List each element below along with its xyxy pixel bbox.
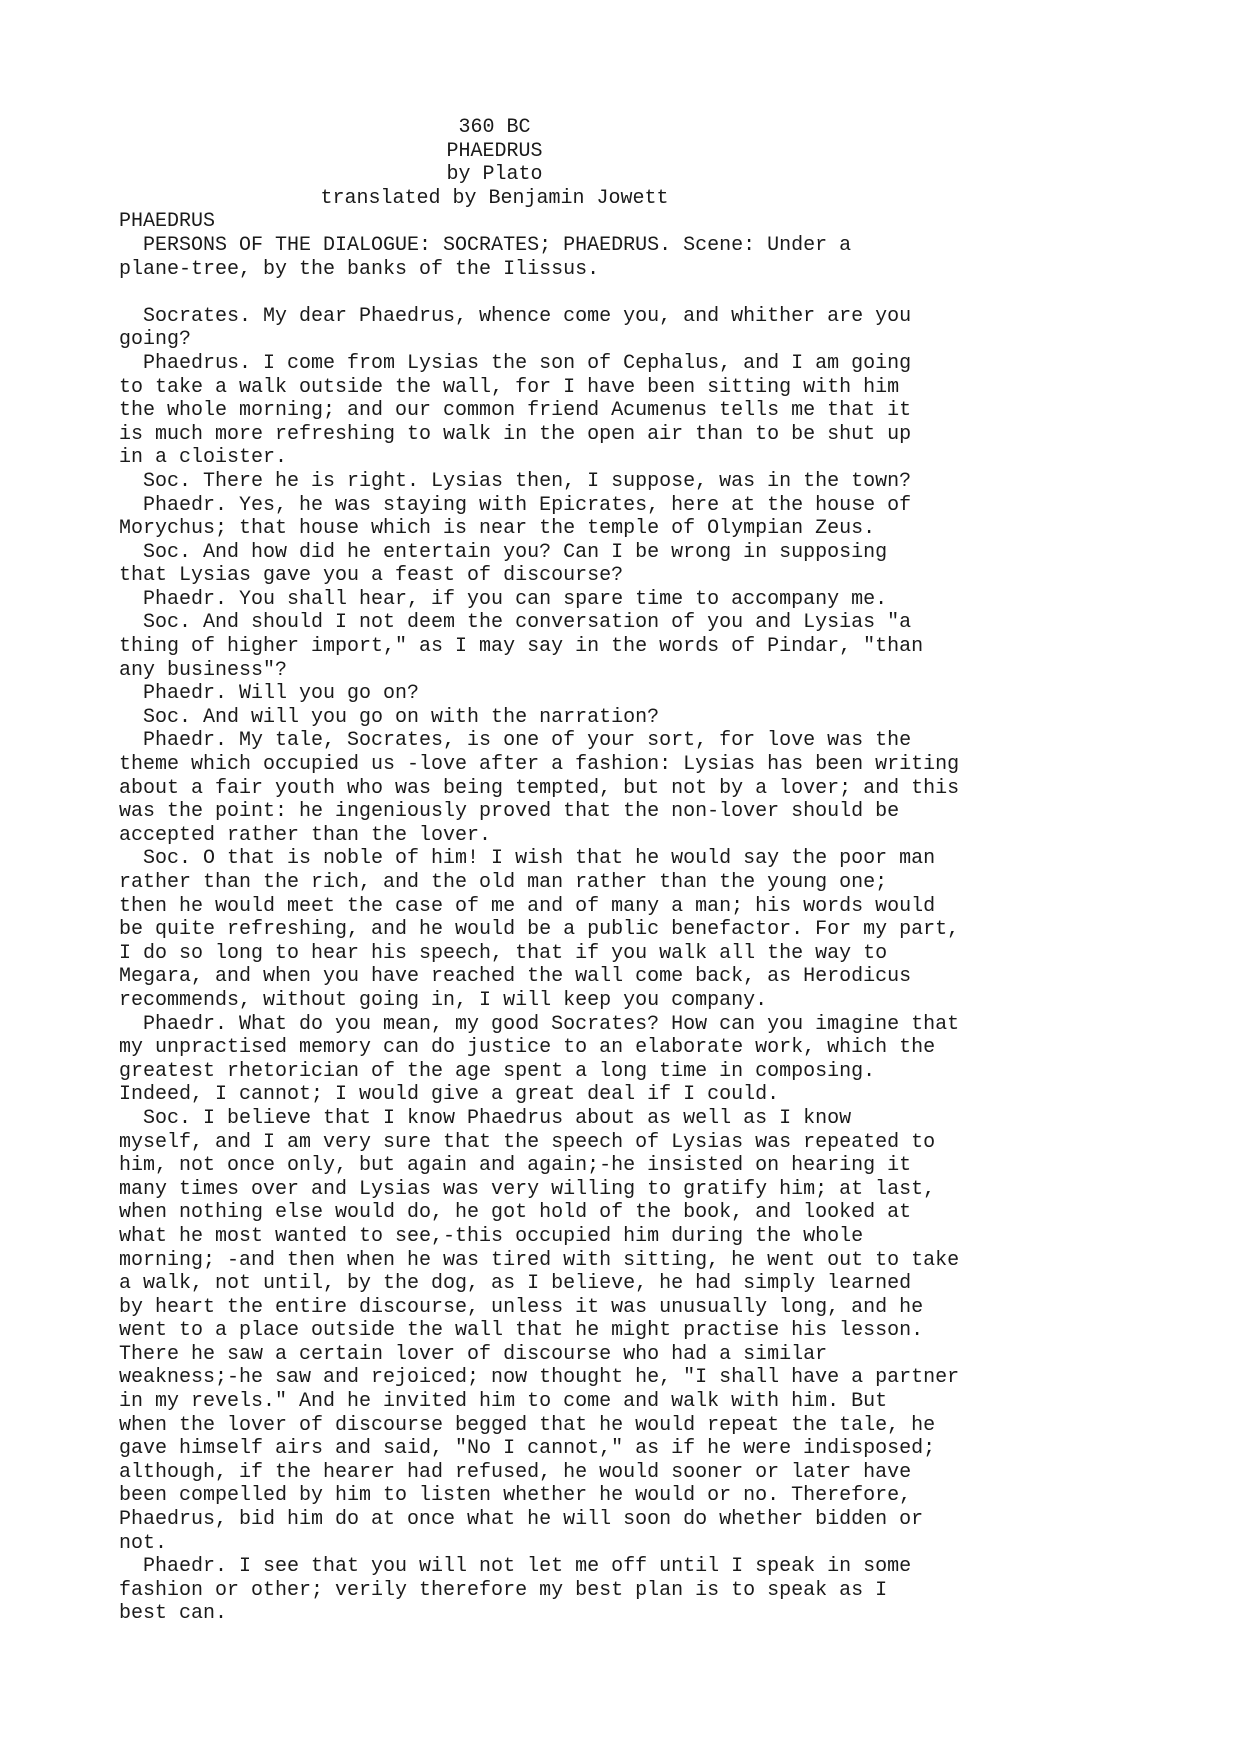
text-line: Phaedr. My tale, Socrates, is one of your sort, for love was the — [119, 729, 912, 753]
text-line: Phaedr. What do you mean, my good Socrates? How can you imagine that — [119, 1012, 960, 1036]
text-line: myself, and I am very sure that the speech of Lysias was repeated to — [119, 1130, 936, 1154]
text-line: Phaedr. You shall hear, if you can spare time to accompany me. — [119, 587, 888, 611]
text-line: There he saw a certain lover of discourse who had a similar — [119, 1342, 828, 1366]
date-line: 360 BC — [458, 116, 531, 139]
text-line: thing of higher import," as I may say in the words of Pindar, "than — [119, 635, 924, 659]
text-line: Soc. O that is noble of him! I wish that he would say the poor man — [119, 847, 936, 871]
text-line — [119, 281, 1179, 305]
text-line: my unpractised memory can do justice to an elaborate work, which the — [119, 1036, 936, 1060]
text-line: best can. — [119, 1602, 228, 1626]
text-line: when nothing else would do, he got hold of the book, and looked at — [119, 1201, 912, 1225]
text-line: Soc. And how did he entertain you? Can I be wrong in supposing — [119, 540, 888, 564]
text-line: Indeed, I cannot; I would give a great deal if I could. — [119, 1083, 780, 1107]
text-line: recommends, without going in, I will keep you company. — [119, 988, 768, 1012]
text-line: Phaedrus, bid him do at once what he will soon do whether bidden or — [119, 1508, 924, 1532]
text-line: Phaedrus. I come from Lysias the son of Cephalus, and I am going — [119, 351, 912, 375]
text-line: when the lover of discourse begged that he would repeat the tale, he — [119, 1413, 936, 1437]
text-line: greatest rhetorician of the age spent a long time in composing. — [119, 1059, 876, 1083]
text-line: Megara, and when you have reached the wall come back, as Herodicus — [119, 965, 912, 989]
text-line: then he would meet the case of me and of many a man; his words would — [119, 894, 936, 918]
text-line: been compelled by him to listen whether he would or no. Therefore, — [119, 1484, 912, 1508]
text-line: any business"? — [119, 658, 288, 682]
text-line: morning; -and then when he was tired with sitting, he went out to take — [119, 1248, 960, 1272]
text-line: in a cloister. — [119, 446, 288, 470]
text-line: in my revels." And he invited him to come and walk with him. But — [119, 1390, 888, 1414]
text-line: accepted rather than the lover. — [119, 823, 492, 847]
text-line: him, not once only, but again and again;-he insisted on hearing it — [119, 1154, 912, 1178]
text-line: going? — [119, 328, 192, 352]
document-header — [119, 116, 870, 210]
translator-line: translated by Benjamin Jowett — [320, 186, 669, 210]
text-line: Soc. And will you go on with the narration? — [119, 705, 660, 729]
text-line: Soc. I believe that I know Phaedrus about as well as I know — [119, 1106, 852, 1130]
text-line: Soc. There he is right. Lysias then, I suppose, was in the town? — [119, 469, 912, 493]
text-line: went to a place outside the wall that he might practise his lesson. — [119, 1319, 924, 1343]
text-line: what he most wanted to see,-this occupied him during the whole — [119, 1224, 864, 1248]
dialogue-text — [119, 210, 1179, 1626]
text-line: gave himself airs and said, "No I cannot," as if he were indisposed; — [119, 1437, 936, 1461]
document-page — [119, 116, 1179, 1626]
text-line: weakness;-he saw and rejoiced; now thought he, "I shall have a partner — [119, 1366, 960, 1390]
text-line: that Lysias gave you a feast of discourse? — [119, 564, 624, 588]
text-line: not. — [119, 1531, 168, 1555]
text-line: fashion or other; verily therefore my best plan is to speak as I — [119, 1578, 888, 1602]
text-line: be quite refreshing, and he would be a public benefactor. For my part, — [119, 918, 960, 942]
author-line: by Plato — [446, 163, 543, 187]
text-line: Morychus; that house which is near the temple of Olympian Zeus. — [119, 517, 876, 541]
text-line: I do so long to hear his speech, that if you walk all the way to — [119, 941, 888, 965]
text-line: PHAEDRUS — [119, 210, 216, 234]
text-line: Phaedr. Will you go on? — [119, 682, 420, 706]
text-line: plane-tree, by the banks of the Ilissus. — [119, 257, 600, 281]
text-line: the whole morning; and our common friend Acumenus tells me that it — [119, 399, 912, 423]
text-line: Soc. And should I not deem the conversation of you and Lysias "a — [119, 611, 912, 635]
text-line: by heart the entire discourse, unless it was unusually long, and he — [119, 1295, 924, 1319]
text-line: to take a walk outside the wall, for I have been sitting with him — [119, 375, 900, 399]
text-line: Phaedr. I see that you will not let me off until I speak in some — [119, 1555, 912, 1579]
title-line: PHAEDRUS — [446, 139, 543, 163]
text-line: PERSONS OF THE DIALOGUE: SOCRATES; PHAEDRUS. Scene: Under a — [119, 233, 852, 257]
text-line: was the point: he ingeniously proved that the non-lover should be — [119, 800, 900, 824]
text-line: theme which occupied us -love after a fashion: Lysias has been writing — [119, 753, 960, 777]
text-line: although, if the hearer had refused, he would sooner or later have — [119, 1460, 912, 1484]
text-line: is much more refreshing to walk in the open air than to be shut up — [119, 422, 912, 446]
text-line: a walk, not until, by the dog, as I believe, he had simply learned — [119, 1272, 912, 1296]
text-line: Socrates. My dear Phaedrus, whence come you, and whither are you — [119, 304, 912, 328]
text-line: Phaedr. Yes, he was staying with Epicrates, here at the house of — [119, 493, 912, 517]
text-line: about a fair youth who was being tempted, but not by a lover; and this — [119, 776, 960, 800]
text-line: rather than the rich, and the old man rather than the young one; — [119, 871, 888, 894]
text-line: many times over and Lysias was very willing to gratify him; at last, — [119, 1177, 936, 1201]
